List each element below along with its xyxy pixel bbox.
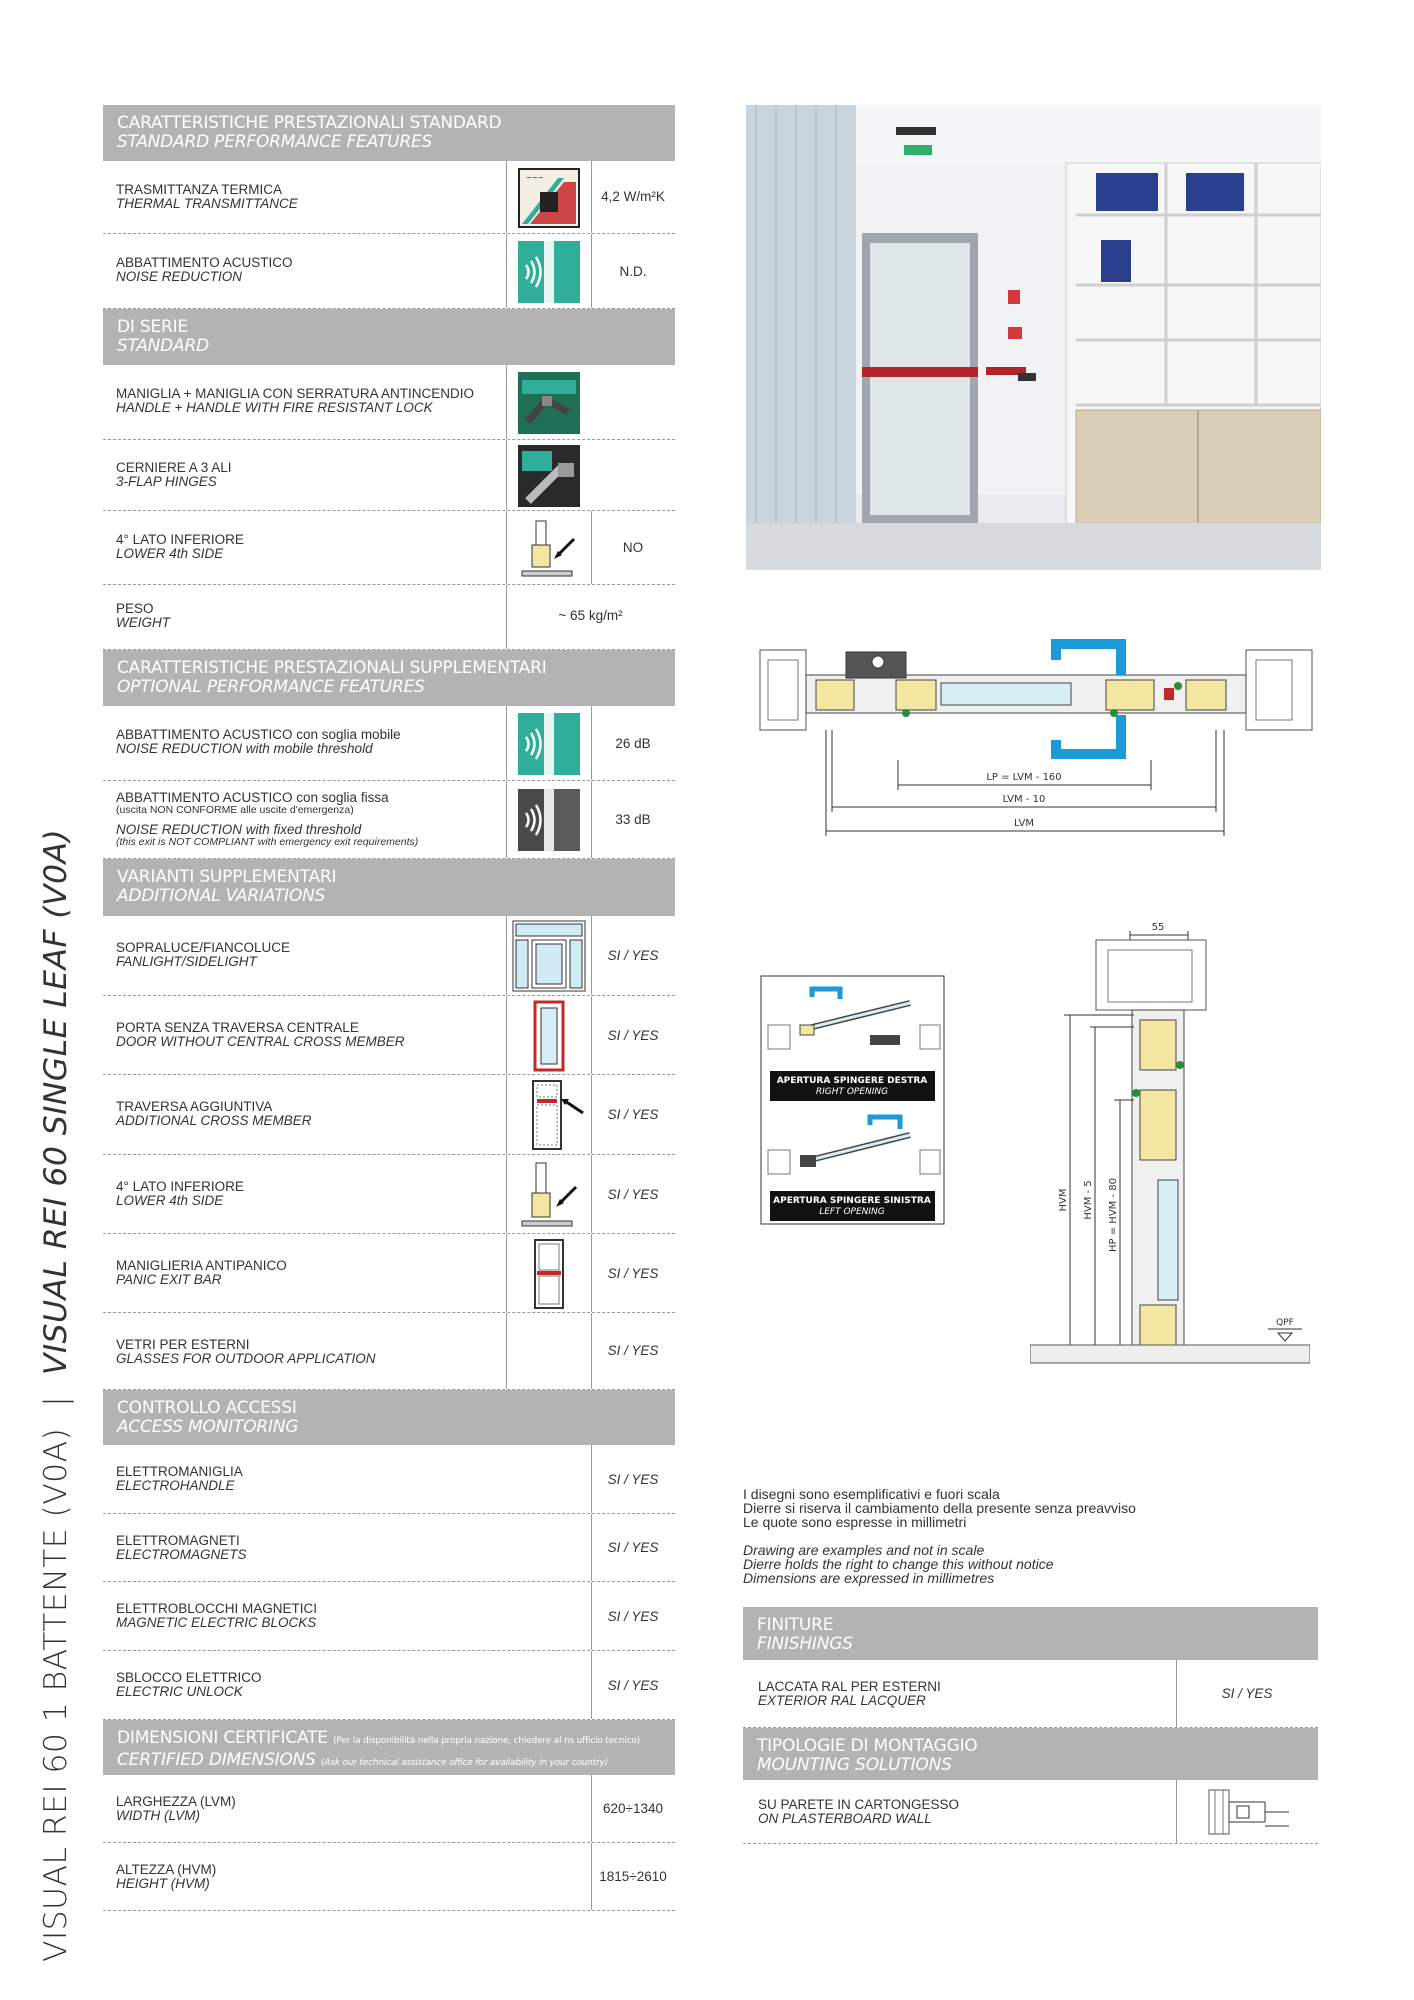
- row-outdoor-glass: [103, 1313, 675, 1390]
- opening-direction-diagram: [760, 975, 945, 1225]
- panic-bar: [862, 367, 978, 377]
- section-title-it: CARATTERISTICHE PRESTAZIONALI STANDARD: [117, 113, 502, 133]
- section-optional-performance: [103, 650, 675, 706]
- row-lower-4th-side: [103, 511, 675, 585]
- row-label-en: ELECTROMAGNETS: [116, 1547, 247, 1562]
- row-label-it: ELETTROBLOCCHI MAGNETICI: [116, 1601, 318, 1616]
- row-value: NO: [622, 540, 644, 555]
- dim-55: 55: [1151, 922, 1165, 933]
- threshold-icon: [518, 1159, 580, 1231]
- row-label-it: LACCATA RAL PER ESTERNI: [758, 1679, 941, 1694]
- row-value: SI / YES: [607, 1472, 659, 1487]
- row-lower-4th-side-variant: [103, 1155, 675, 1234]
- dim-hvm: HVM: [1058, 1188, 1069, 1212]
- row-label-it: PORTA SENZA TRAVERSA CENTRALE: [116, 1020, 359, 1035]
- threshold-icon: [518, 517, 580, 579]
- row-label-en: EXTERIOR RAL LACQUER: [758, 1693, 926, 1708]
- fanlight-icon: [512, 920, 586, 992]
- row-label-it: SOPRALUCE/FIANCOLUCE: [116, 940, 291, 955]
- exit-display: [896, 127, 936, 135]
- row-value: SI / YES: [607, 1678, 659, 1693]
- row-value: SI / YES: [607, 1187, 659, 1202]
- row-no-cross-member: [103, 996, 675, 1075]
- row-label-it: MANIGLIA + MANIGLIA CON SERRATURA ANTINCENDIO: [116, 386, 474, 401]
- row-label-it: MANIGLIERIA ANTIPANICO: [116, 1258, 287, 1273]
- row-height: [103, 1843, 675, 1911]
- note-en-1: Drawing are examples and not in scale: [743, 1542, 985, 1558]
- row-label-it: ABBATTIMENTO ACUSTICO con soglia mobile: [116, 727, 401, 742]
- row-note-en: (this exit is NOT COMPLIANT with emergency exit requirements): [116, 836, 419, 848]
- row-hinges: [103, 440, 675, 511]
- row-electromagnets: [103, 1514, 675, 1582]
- dim-lvm: LVM: [1014, 818, 1034, 829]
- row-label-it: ELETTROMAGNETI: [116, 1533, 240, 1548]
- section-title-it: TIPOLOGIE DI MONTAGGIO: [757, 1736, 978, 1756]
- row-value: 26 dB: [615, 736, 651, 751]
- hinge-icon: [518, 445, 580, 507]
- row-label-en: MAGNETIC ELECTRIC BLOCKS: [116, 1615, 317, 1630]
- section-title-it: DIMENSIONI CERTIFICATE: [117, 1728, 328, 1748]
- dim-qpf: QPF: [1276, 1318, 1294, 1328]
- row-label-it: 4° LATO INFERIORE: [116, 532, 244, 547]
- disclaimer-notes: [743, 1487, 1136, 1585]
- row-label-it: ABBATTIMENTO ACUSTICO con soglia fissa: [116, 790, 389, 805]
- side-title-it: VISUAL REI 60 1 BATTENTE (V0A): [38, 1427, 74, 1962]
- row-value: SI / YES: [607, 1266, 659, 1281]
- section-mounting-solutions: [743, 1728, 1318, 1780]
- note-it-1: I disegni sono esemplificativi e fuori scala: [743, 1486, 1000, 1502]
- row-value: ~ 65 kg/m²: [558, 608, 623, 623]
- door-no-cross-icon: [533, 1000, 565, 1072]
- row-label-en: LOWER 4th SIDE: [116, 1193, 224, 1208]
- side-title-en: VISUAL REI 60 SINGLE LEAF (V0A): [38, 828, 74, 1376]
- row-value: SI / YES: [607, 1028, 659, 1043]
- dim-hvm5: HVM - 5: [1083, 1180, 1094, 1220]
- section-title-it: CARATTERISTICHE PRESTAZIONALI SUPPLEMENTARI: [117, 658, 547, 678]
- row-label-en: FANLIGHT/SIDELIGHT: [116, 954, 257, 969]
- row-label-en: ELECTROHANDLE: [116, 1478, 235, 1493]
- row-value: SI / YES: [607, 1107, 659, 1122]
- section-title-en: ADDITIONAL VARIATIONS: [117, 886, 326, 906]
- row-label-en: 3-FLAP HINGES: [116, 474, 217, 489]
- row-label-en: GLASSES FOR OUTDOOR APPLICATION: [116, 1351, 376, 1366]
- section-title-en: STANDARD: [117, 336, 209, 356]
- note-en-3: Dimensions are expressed in millimetres: [743, 1570, 995, 1586]
- row-electric-unlock: [103, 1651, 675, 1720]
- row-label-it: CERNIERE A 3 ALI: [116, 460, 232, 475]
- row-label-it: SBLOCCO ELETTRICO: [116, 1670, 262, 1685]
- row-label-en: NOISE REDUCTION with mobile threshold: [116, 741, 373, 756]
- row-width: [103, 1775, 675, 1843]
- row-value: 33 dB: [615, 812, 651, 827]
- row-label-en: WEIGHT: [116, 615, 170, 630]
- sound-waves-icon: [518, 241, 580, 303]
- row-weight: [103, 585, 675, 650]
- row-noise-fixed: [103, 781, 675, 859]
- row-value: N.D.: [619, 264, 647, 279]
- row-handle: [103, 365, 675, 440]
- svg-text:~~~: ~~~: [526, 174, 544, 182]
- row-magnetic-blocks: [103, 1582, 675, 1651]
- row-value: SI / YES: [607, 1343, 659, 1358]
- row-label-en: DOOR WITHOUT CENTRAL CROSS MEMBER: [116, 1034, 405, 1049]
- row-plasterboard: [743, 1780, 1318, 1844]
- row-label-it: LARGHEZZA (LVM): [116, 1794, 236, 1809]
- door-cross-icon: [525, 1079, 585, 1151]
- row-label-it: 4° LATO INFERIORE: [116, 1179, 244, 1194]
- row-fanlight: [103, 916, 675, 996]
- dim-hp: HP = HVM - 80: [1108, 1178, 1119, 1252]
- row-thermal: [103, 161, 675, 234]
- section-note-it: (Per la disponibilità nella propria nazione, chiedere al ns ufficio tecnico): [333, 1736, 640, 1746]
- row-additional-cross-member: [103, 1075, 675, 1155]
- dim-lp: LP = LVM - 160: [986, 772, 1062, 783]
- vertical-section-drawing: [1030, 915, 1310, 1390]
- section-title-en: ACCESS MONITORING: [117, 1417, 299, 1437]
- row-label-it: TRAVERSA AGGIUNTIVA: [116, 1099, 273, 1114]
- plasterboard-wall-icon: [1203, 1788, 1293, 1836]
- section-title-it: VARIANTI SUPPLEMENTARI: [117, 867, 337, 887]
- section-certified-dimensions: [103, 1720, 675, 1775]
- row-label-en: WIDTH (LVM): [116, 1808, 200, 1823]
- row-label-en: NOISE REDUCTION: [116, 269, 243, 284]
- row-value: SI / YES: [607, 1609, 659, 1624]
- section-title-en: FINISHINGS: [757, 1634, 853, 1654]
- section-title-it: CONTROLLO ACCESSI: [117, 1398, 297, 1418]
- row-value: SI / YES: [1221, 1686, 1273, 1701]
- dim-lvm10: LVM - 10: [1002, 794, 1046, 805]
- section-access-monitoring: [103, 1390, 675, 1445]
- row-value: SI / YES: [607, 1540, 659, 1555]
- horizontal-section-drawing: [746, 630, 1321, 860]
- side-title: [38, 829, 74, 1962]
- door-photo: [746, 105, 1321, 570]
- panic-bar-icon: [533, 1238, 565, 1310]
- section-standard-performance: [103, 105, 675, 161]
- row-ral-lacquer: [743, 1660, 1318, 1728]
- handle-icon: [518, 372, 580, 434]
- row-value: 1815÷2610: [599, 1869, 667, 1884]
- row-label-it: ABBATTIMENTO ACUSTICO: [116, 255, 293, 270]
- right-opening-it: APERTURA SPINGERE DESTRA: [776, 1076, 928, 1086]
- section-title-en: STANDARD PERFORMANCE FEATURES: [117, 132, 433, 152]
- left-opening-it: APERTURA SPINGERE SINISTRA: [773, 1196, 931, 1206]
- section-finishings: [743, 1607, 1318, 1660]
- row-value: 4,2 W/m²K: [601, 189, 665, 204]
- row-label-it: TRASMITTANZA TERMICA: [116, 182, 283, 197]
- row-label-it: ALTEZZA (HVM): [116, 1862, 217, 1877]
- thermal-icon: [518, 168, 580, 228]
- note-it-2: Dierre si riserva il cambiamento della presente senza preavviso: [743, 1500, 1136, 1516]
- row-label-en: HEIGHT (HVM): [116, 1876, 210, 1891]
- row-label-en: HANDLE + HANDLE WITH FIRE RESISTANT LOCK: [116, 400, 433, 415]
- section-title-en: OPTIONAL PERFORMANCE FEATURES: [117, 677, 425, 697]
- row-label-it: ELETTROMANIGLIA: [116, 1464, 243, 1479]
- sound-waves-icon: [518, 789, 580, 851]
- row-label-en: ON PLASTERBOARD WALL: [758, 1811, 932, 1826]
- right-opening-en: RIGHT OPENING: [815, 1087, 889, 1097]
- row-label-en: THERMAL TRANSMITTANCE: [116, 196, 298, 211]
- row-note-it: (uscita NON CONFORME alle uscite d'emergenza): [116, 804, 354, 816]
- row-label-it: VETRI PER ESTERNI: [116, 1337, 250, 1352]
- row-panic-bar: [103, 1234, 675, 1313]
- section-variants: [103, 859, 675, 916]
- sound-waves-icon: [518, 713, 580, 775]
- row-value: SI / YES: [607, 948, 659, 963]
- row-value: 620÷1340: [603, 1801, 663, 1816]
- row-label-en: ADDITIONAL CROSS MEMBER: [116, 1113, 312, 1128]
- section-title-it: FINITURE: [757, 1615, 834, 1635]
- row-label-en: NOISE REDUCTION with fixed threshold: [116, 822, 362, 837]
- row-noise-mobile: [103, 706, 675, 781]
- note-en-2: Dierre holds the right to change this without notice: [743, 1556, 1054, 1572]
- row-electrohandle: [103, 1445, 675, 1514]
- row-label-it: SU PARETE IN CARTONGESSO: [758, 1797, 960, 1812]
- section-note-en: (Ask our technical assistance office for availability in your country): [321, 1758, 608, 1768]
- section-title-it: DI SERIE: [117, 317, 189, 337]
- section-title-en: CERTIFIED DIMENSIONS: [117, 1750, 316, 1770]
- section-title-en: MOUNTING SOLUTIONS: [757, 1755, 952, 1775]
- section-di-serie: [103, 309, 675, 365]
- row-label-en: ELECTRIC UNLOCK: [116, 1684, 243, 1699]
- note-it-3: Le quote sono espresse in millimetri: [743, 1514, 967, 1530]
- left-opening-en: LEFT OPENING: [819, 1207, 885, 1217]
- side-title-separator: |: [38, 1395, 74, 1407]
- row-label-en: LOWER 4th SIDE: [116, 546, 224, 561]
- row-noise: [103, 234, 675, 309]
- row-label-en: PANIC EXIT BAR: [116, 1272, 222, 1287]
- row-label-it: PESO: [116, 601, 154, 616]
